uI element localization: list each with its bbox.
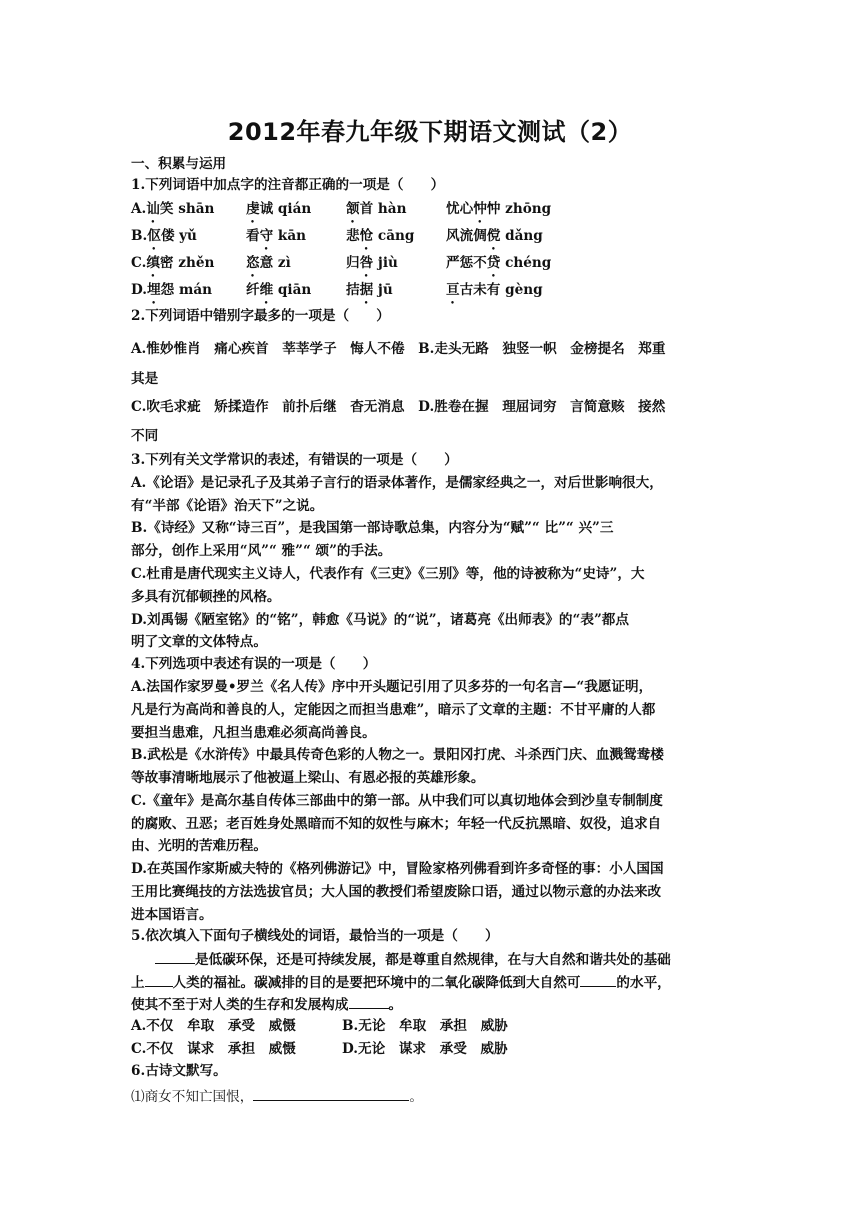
q6-stem: 6.古诗文默写。 xyxy=(131,1063,227,1079)
word-suffix-pinyin: chéng xyxy=(500,255,552,271)
q4-line: 的腐败、丑恶；老百姓身处黑暗而不知的奴性与麻木；年轻一代反抗黑暗、奴役，追求自 xyxy=(131,816,662,832)
section-heading: 一、积累与运用 xyxy=(131,156,227,172)
q6-text: ⑴商女不知亡国恨， xyxy=(131,1089,254,1105)
q5-text: 。 xyxy=(388,997,403,1013)
blank-4[interactable] xyxy=(349,994,389,1009)
dotted-character: 缜 xyxy=(146,255,160,271)
word-prefix: 忧心 xyxy=(446,201,474,217)
word-suffix-pinyin: 诚 qián xyxy=(259,201,312,217)
q1-option-cell xyxy=(131,199,214,226)
q5-passage-line-2 xyxy=(131,972,671,993)
word-suffix-pinyin: 笑 shān xyxy=(159,201,215,217)
q2-stem: 2.下列词语中错别字最多的一项是（ ） xyxy=(131,308,390,324)
q2-options-ab-cont: 其是 xyxy=(131,371,159,387)
q4-line: 由、光明的苦难历程。 xyxy=(131,838,267,854)
word-prefix: 风流倜 xyxy=(446,228,487,244)
q4-line: C.《童年》是高尔基自传体三部曲中的第一部。从中我们可以真切地体会到沙皇专制制度 xyxy=(131,793,663,809)
word-suffix-pinyin: cāng xyxy=(373,228,415,244)
dotted-character: 傥 xyxy=(486,228,501,244)
page-title: 2012年春九年级下期语文测试（2） xyxy=(227,118,633,146)
q1-option-cell xyxy=(446,226,543,253)
word-suffix-pinyin: 首 hàn xyxy=(359,201,407,217)
dotted-character: 虔 xyxy=(246,201,260,217)
word-prefix: 悲 xyxy=(346,228,360,244)
q3-line: A.《论语》是记录孔子及其弟子言行的语录体著作，是儒家经典之一，对后世影响很大， xyxy=(131,475,663,491)
q3-line: D.刘禹锡《陋室铭》的“铭”，韩愈《马说》的“说”，诸葛亮《出师表》的“表”都点 xyxy=(131,612,629,628)
q1-option-cell xyxy=(446,199,551,226)
word-prefix: 归 xyxy=(346,255,360,271)
dotted-character: 守 xyxy=(259,228,274,244)
word-prefix: A. xyxy=(131,201,147,217)
dotted-character: 亘 xyxy=(446,282,460,298)
q6-item-1 xyxy=(131,1086,423,1107)
q3-stem: 3.下列有关文学常识的表述，有错误的一项是（ ） xyxy=(131,452,458,468)
dotted-character: 颔 xyxy=(346,201,360,217)
q4-line: 王用比赛绳技的方法选拔官员；大人国的教授们希望废除口语，通过以物示意的办法来改 xyxy=(131,884,662,900)
q2-options-cd: C.吹毛求疵 矫揉造作 前扑后继 杳无消息 D.胜卷在握 理屈词穷 言简意赅 接然 xyxy=(131,399,666,415)
q4-line: 凡是行为高尚和善良的人，定能因之而担当患难”，暗示了文章的主题：不甘平庸的人都 xyxy=(131,702,656,718)
q1-option-cell xyxy=(131,253,214,280)
q1-option-cell xyxy=(246,253,291,280)
q4-line: D.在英国作家斯威夫特的《格列佛游记》中，冒险家格列佛看到许多奇怪的事：小人国国 xyxy=(131,861,664,877)
dotted-character: 伛 xyxy=(147,228,161,244)
word-suffix-pinyin: qiān xyxy=(273,282,312,298)
q4-line: 要担当患难，凡担当患难必须高尚善良。 xyxy=(131,725,376,741)
blank-2[interactable] xyxy=(145,972,173,987)
q1-option-cell xyxy=(346,280,393,307)
q3-line: 明了文章的文体特点。 xyxy=(131,634,267,650)
q5-option-c: C.不仅 谋求 承担 威慑 xyxy=(131,1041,296,1057)
word-suffix-pinyin: 意 zì xyxy=(259,255,291,271)
answer-blank[interactable] xyxy=(253,1086,409,1101)
word-prefix: 看 xyxy=(246,228,260,244)
q3-line: 部分，创作上采用“风”“ 雅”“ 颂”的手法。 xyxy=(131,543,392,559)
word-prefix: 严惩不 xyxy=(446,255,487,271)
word-prefix: D. xyxy=(131,282,148,298)
q1-option-cell xyxy=(446,253,551,280)
word-suffix-pinyin: 怨 mán xyxy=(160,282,213,298)
q5-text: 是低碳环保，还是可持续发展，都是尊重自然规律，在与大自然和谐共处的基础 xyxy=(195,952,671,968)
word-suffix-pinyin: 古未有 gèng xyxy=(459,282,543,298)
dotted-character: 贷 xyxy=(486,255,501,271)
q4-line: A.法国作家罗曼•罗兰《名人传》序中开头题记引用了贝多芬的一句名言—“我愿证明， xyxy=(131,679,653,695)
q5-stem: 5.依次填入下面句子横线处的词语，最恰当的一项是（ ） xyxy=(131,928,499,944)
q1-option-cell xyxy=(246,199,311,226)
q4-line: 进本国语言。 xyxy=(131,907,213,923)
q4-line: 等故事清晰地展示了他被逼上梁山、有恩必报的英雄形象。 xyxy=(131,770,485,786)
q5-passage-line-3 xyxy=(131,994,402,1015)
q5-option-a: A.不仅 牟取 承受 威慑 xyxy=(131,1018,296,1034)
q5-text: 使其不至于对人类的生存和发展构成 xyxy=(131,997,349,1013)
q5-passage-line-1 xyxy=(131,949,671,970)
q1-option-cell xyxy=(346,253,398,280)
word-suffix-pinyin: jū xyxy=(373,282,393,298)
word-suffix-pinyin: jiù xyxy=(373,255,398,271)
blank-1[interactable] xyxy=(155,949,195,964)
q1-option-cell xyxy=(131,226,197,253)
q3-line: 多具有沉郁顿挫的风格。 xyxy=(131,589,281,605)
word-suffix-pinyin: 忡 zhōng xyxy=(486,201,552,217)
word-suffix-pinyin: 偻 yǔ xyxy=(160,228,197,244)
dotted-character: 据 xyxy=(359,282,374,298)
word-prefix: 拮 xyxy=(346,282,360,298)
q1-option-cell xyxy=(246,280,311,307)
q5-text: 上 xyxy=(131,975,145,991)
q4-line: B.武松是《水浒传》中最具传奇色彩的人物之一。景阳冈打虎、斗杀西门庆、血溅鸳鸯楼 xyxy=(131,747,664,763)
q1-option-cell xyxy=(131,280,212,307)
word-suffix-pinyin: kān xyxy=(273,228,307,244)
q5-options-row-1 xyxy=(131,1016,508,1036)
word-suffix-pinyin: dǎng xyxy=(500,228,543,244)
dotted-character: 咎 xyxy=(359,255,374,271)
dotted-character: 恣 xyxy=(246,255,260,271)
q1-option-cell xyxy=(246,226,306,253)
blank-3[interactable] xyxy=(580,972,616,987)
q1-option-cell xyxy=(346,226,414,253)
q6-text: 。 xyxy=(409,1089,423,1105)
q3-line: 有“半部《论语》治天下”之说。 xyxy=(131,498,324,514)
q5-options-row-2 xyxy=(131,1039,508,1059)
q3-line: C.杜甫是唐代现实主义诗人，代表作有《三吏》《三别》等，他的诗被称为“史诗”，大 xyxy=(131,566,645,582)
dotted-character: 埋 xyxy=(147,282,161,298)
dotted-character: 维 xyxy=(259,282,274,298)
dotted-character: 讪 xyxy=(146,201,160,217)
q1-option-cell xyxy=(346,199,407,226)
word-suffix-pinyin: 密 zhěn xyxy=(159,255,215,271)
q5-text: 的水平， xyxy=(616,975,671,991)
dotted-character: 怆 xyxy=(359,228,374,244)
q2-options-cd-cont: 不同 xyxy=(131,428,159,444)
q5-option-b: B.无论 牟取 承担 威胁 xyxy=(342,1018,508,1034)
word-prefix: C. xyxy=(131,255,147,271)
q3-line: B.《诗经》又称“诗三百”，是我国第一部诗歌总集，内容分为“赋”“ 比”“ 兴”三 xyxy=(131,520,614,536)
q4-stem: 4.下列选项中表述有误的一项是（ ） xyxy=(131,656,377,672)
word-prefix: B. xyxy=(131,228,148,244)
q5-text: 人类的福祉。碳减排的目的是要把环境中的二氧化碳降低到大自然可 xyxy=(172,975,581,991)
q5-option-d: D.无论 谋求 承受 威胁 xyxy=(342,1041,508,1057)
dotted-character: 忡 xyxy=(473,201,487,217)
q1-stem: 1.下列词语中加点字的注音都正确的一项是（ ） xyxy=(131,177,445,193)
q2-options-ab: A.惟妙惟肖 痛心疾首 莘莘学子 悔人不倦 B.走头无路 独竖一帜 金榜提名 郑重 xyxy=(131,341,666,357)
q1-option-cell xyxy=(446,280,543,307)
word-prefix: 纤 xyxy=(246,282,260,298)
